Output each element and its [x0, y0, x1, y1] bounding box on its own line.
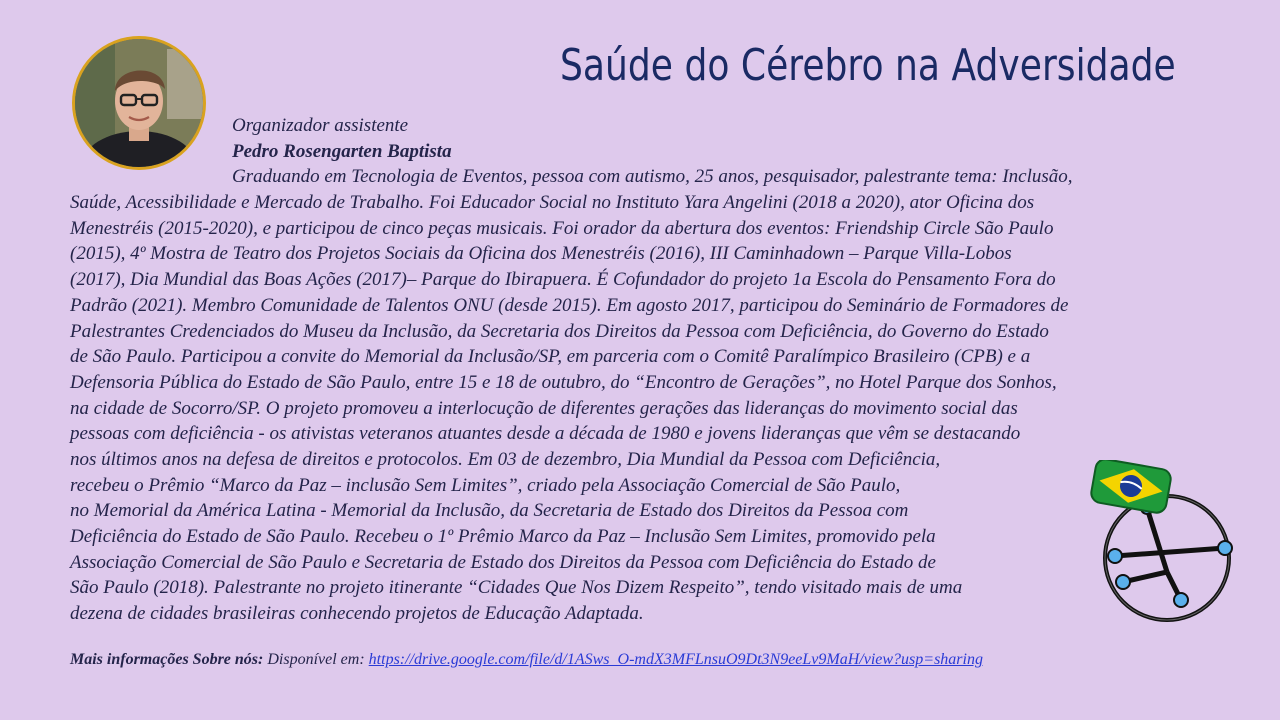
more-info-text: Disponível em: — [263, 651, 369, 668]
role-label: Organizador assistente — [232, 115, 409, 136]
bio-line: Menestréis (2015-2020), e participou de cinco peças musicais. Foi orador da abertura dos eventos: Friendship Circle São Paulo — [70, 217, 1054, 239]
bio-line: de São Paulo. Participou a convite do Memorial da Inclusão/SP, em parceria com o Comitê Paralímpico Brasileiro (CPB) e a — [70, 346, 1031, 368]
bio-line: Associação Comercial de São Paulo e Secretaria de Estado dos Direitos da Pessoa com Deficiência do Estado de — [70, 551, 936, 573]
bio-line: dezena de cidades brasileiras conhecendo projetos de Educação Adaptada. — [70, 603, 644, 625]
bio-line: recebeu o Prêmio “Marco da Paz – inclusão Sem Limites”, criado pela Associação Comercial de São Paulo, — [70, 474, 901, 496]
bio-line: (2015), 4º Mostra de Teatro dos Projetos Sociais da Oficina dos Menestréis (2016), III Caminhadown – Parque Villa-Lobos — [70, 243, 1012, 265]
accessibility-globe-icon — [1085, 460, 1245, 635]
more-info-link[interactable]: https://drive.google.com/file/d/1ASws_O-mdX3MFLnsuO9Dt3N9eeLv9MaH/view?usp=sharing — [368, 651, 983, 668]
page-title: Saúde do Cérebro na Adversidade — [560, 40, 1176, 91]
person-name: Pedro Rosengarten Baptista — [232, 140, 452, 162]
bio-line: nos últimos anos na defesa de direitos e protocolos. Em 03 de dezembro, Dia Mundial da Pessoa com Deficiência, — [70, 448, 941, 470]
bio-line: Graduando em Tecnologia de Eventos, pessoa com autismo, 25 anos, pesquisador, palestrante tema: Inclusão, — [232, 166, 1073, 188]
more-info — [70, 651, 983, 669]
brazil-flag-icon — [1090, 460, 1172, 514]
more-info-label: Mais informações Sobre nós: — [70, 651, 264, 668]
bio-line: Defensoria Pública do Estado de São Paulo, entre 15 e 18 de outubro, do “Encontro de Gerações”, no Hotel Parque dos Sonhos, — [70, 371, 1057, 393]
bio-text — [70, 113, 1200, 627]
bio-line: (2017), Dia Mundial das Boas Ações (2017)– Parque do Ibirapuera. É Cofundador do projeto 1a Escola do Pensamento Fora do — [70, 269, 1056, 291]
bio-line: São Paulo (2018). Palestrante no projeto itinerante “Cidades Que Nos Dizem Respeito”, tendo visitado mais de uma — [70, 577, 963, 599]
bio-line: Saúde, Acessibilidade e Mercado de Trabalho. Foi Educador Social no Instituto Yara Angelini (2018 a 2020), ator Oficina dos — [70, 192, 1035, 214]
bio-line: Palestrantes Credenciados do Museu da Inclusão, da Secretaria dos Direitos da Pessoa com Deficiência, do Governo do Estado — [70, 320, 1049, 342]
bio-line: pessoas com deficiência - os ativistas veteranos atuantes desde a década de 1980 e jovens lideranças que vêm se destacando — [70, 423, 1021, 445]
bio-line: no Memorial da América Latina - Memorial da Inclusão, da Secretaria de Estado dos Direitos da Pessoa com — [70, 500, 909, 522]
bio-line: Deficiência do Estado de São Paulo. Recebeu o 1º Prêmio Marco da Paz – Inclusão Sem Limites, promovido pela — [70, 526, 936, 547]
bio-line: Padrão (2021). Membro Comunidade de Talentos ONU (desde 2015). Em agosto 2017, participou do Seminário de Formadores de — [70, 294, 1069, 316]
bio-line: na cidade de Socorro/SP. O projeto promoveu a interlocução de diferentes gerações das lideranças do movimento social das — [70, 397, 1018, 419]
